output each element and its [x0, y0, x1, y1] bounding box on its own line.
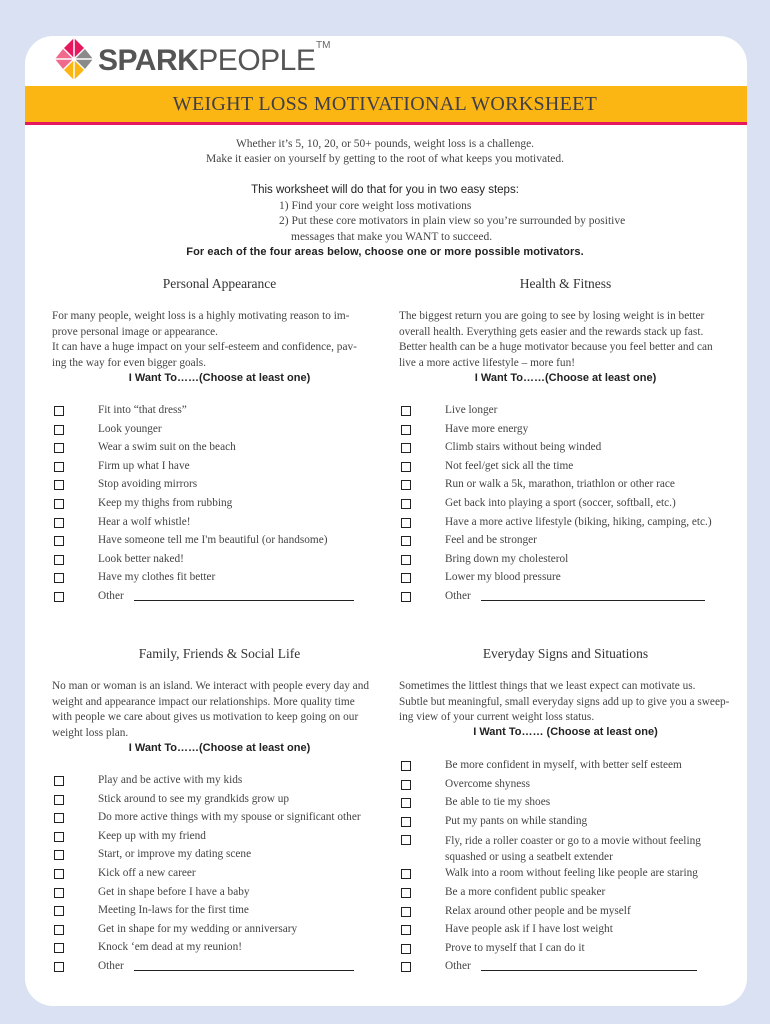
sparkpeople-logo: [54, 36, 354, 84]
checklist-item[interactable]: Overcome shyness: [401, 778, 731, 797]
checklist-item[interactable]: Stick around to see my grandkids grow up: [54, 793, 384, 812]
trademark: TM: [316, 40, 331, 51]
checklist-item[interactable]: Look younger: [54, 423, 384, 442]
checkbox[interactable]: [54, 443, 64, 453]
other-write-in-line[interactable]: [481, 600, 705, 601]
checklist-item[interactable]: Feel and be stronger: [401, 534, 731, 553]
checkbox[interactable]: [54, 518, 64, 528]
checkbox[interactable]: [54, 536, 64, 546]
checklist-item-other[interactable]: Other: [401, 590, 731, 609]
paragraph-line: weight and appearance impact our relationships. More quality time: [52, 695, 355, 708]
paragraph-line: overall health. Everything gets easier and the rewards stack up fast.: [399, 325, 704, 338]
section-text-personal: [52, 309, 387, 371]
checkbox[interactable]: [401, 962, 411, 972]
checkbox[interactable]: [401, 817, 411, 827]
checklist-personal: [54, 404, 384, 609]
checkbox[interactable]: [401, 425, 411, 435]
intro-line: Make it easier on yourself by getting to the root of what keeps you motivated.: [205, 153, 564, 165]
checkbox[interactable]: [401, 835, 411, 845]
paragraph-line: with people we care about gives us motivation to keep going on our: [52, 711, 359, 724]
checkbox[interactable]: [401, 592, 411, 602]
checklist-item[interactable]: Walk into a room without feeling like people are staring: [401, 867, 731, 886]
step-two: 2) Put these core motivators in plain view so you’re surrounded by positive: [279, 215, 626, 227]
checklist-item[interactable]: Firm up what I have: [54, 460, 384, 479]
checkbox[interactable]: [401, 406, 411, 416]
checklist-item[interactable]: Keep my thighs from rubbing: [54, 497, 384, 516]
brand-name: SPARKPEOPLE: [98, 44, 316, 77]
checklist-item[interactable]: Have people ask if I have lost weight: [401, 923, 731, 942]
section-heading-everyday: Everyday Signs and Situations: [482, 646, 649, 661]
checklist-item[interactable]: Kick off a new career: [54, 867, 384, 886]
paragraph-line: weight loss plan.: [52, 726, 129, 739]
checklist-item[interactable]: Fit into “that dress”: [54, 404, 384, 423]
checkbox[interactable]: [54, 906, 64, 916]
section-heading-health: Health & Fitness: [519, 276, 612, 291]
checkbox[interactable]: [54, 425, 64, 435]
checklist-item[interactable]: Relax around other people and be myself: [401, 905, 731, 924]
checkbox[interactable]: [401, 555, 411, 565]
intro: [0, 137, 770, 167]
steps-block: [0, 183, 770, 261]
want-label-personal: I Want To……(Choose at least one): [128, 372, 311, 384]
step-one: 1) Find your core weight loss motivations: [279, 199, 472, 212]
section-text-everyday: [399, 679, 734, 726]
checklist-item[interactable]: Prove to myself that I can do it: [401, 942, 731, 961]
checkbox[interactable]: [401, 761, 411, 771]
checklist-item-other[interactable]: Other: [54, 960, 384, 979]
checklist-item[interactable]: Fly, ride a roller coaster or go to a movie without feeling squashed or using a seatbelt extender: [401, 833, 731, 867]
checkbox[interactable]: [54, 776, 64, 786]
checkbox[interactable]: [54, 555, 64, 565]
paragraph-line: Sometimes the littlest things that we least expect can motivate us.: [399, 680, 696, 692]
section-heading-personal: Personal Appearance: [162, 276, 277, 291]
checkbox[interactable]: [401, 944, 411, 954]
section-text-health: [399, 309, 734, 371]
page-title: WEIGHT LOSS MOTIVATIONAL WORKSHEET: [172, 93, 598, 115]
checkbox[interactable]: [401, 925, 411, 935]
checklist-item[interactable]: Have more energy: [401, 423, 731, 442]
instruction: For each of the four areas below, choose one or more possible motivators.: [186, 246, 584, 258]
other-write-in-line[interactable]: [134, 600, 354, 601]
checklist-item[interactable]: Have a more active lifestyle (biking, hiking, camping, etc.): [401, 516, 731, 535]
checkbox[interactable]: [401, 499, 411, 509]
checklist-item[interactable]: Get in shape for my wedding or anniversary: [54, 923, 384, 942]
checklist-everyday: [401, 759, 731, 979]
other-write-in-line[interactable]: [481, 970, 697, 971]
checklist-item[interactable]: Wear a swim suit on the beach: [54, 441, 384, 460]
checkbox[interactable]: [54, 499, 64, 509]
checklist-item-other[interactable]: Other: [401, 960, 731, 979]
checklist-item[interactable]: Get back into playing a sport (soccer, softball, etc.): [401, 497, 731, 516]
checkbox[interactable]: [401, 869, 411, 879]
checklist-item-other[interactable]: Other: [54, 590, 384, 609]
paragraph-line: ing view of your current weight loss status.: [399, 711, 595, 724]
paragraph-line: Subtle but meaningful, small everyday signs add up to give you a sweep-: [399, 695, 730, 708]
checklist-item[interactable]: Run or walk a 5k, marathon, triathlon or other race: [401, 478, 731, 497]
checklist-item[interactable]: Lower my blood pressure: [401, 571, 731, 590]
checklist-item[interactable]: Keep up with my friend: [54, 830, 384, 849]
paragraph-line: ing the way for even bigger goals.: [52, 356, 207, 369]
section-heading-family: Family, Friends & Social Life: [138, 646, 301, 661]
checkbox[interactable]: [401, 536, 411, 546]
checkbox[interactable]: [54, 573, 64, 583]
logo-diamond-icon: [54, 36, 94, 82]
want-label-health: I Want To……(Choose at least one): [474, 372, 657, 384]
checklist-item[interactable]: Play and be active with my kids: [54, 774, 384, 793]
checkbox[interactable]: [401, 798, 411, 808]
checkbox[interactable]: [401, 907, 411, 917]
checkbox[interactable]: [401, 573, 411, 583]
checkbox[interactable]: [401, 462, 411, 472]
checklist-item[interactable]: Bring down my cholesterol: [401, 553, 731, 572]
checkbox[interactable]: [54, 850, 64, 860]
checklist-item[interactable]: Stop avoiding mirrors: [54, 478, 384, 497]
paragraph-line: live a more active lifestyle – more fun!: [399, 356, 575, 369]
checklist-item[interactable]: Be a more confident public speaker: [401, 886, 731, 905]
checklist-item[interactable]: Knock ‘em dead at my reunion!: [54, 941, 384, 960]
checkbox[interactable]: [54, 869, 64, 879]
step-two-cont: messages that make you WANT to succeed.: [291, 230, 493, 243]
checklist-item[interactable]: Meeting In-laws for the first time: [54, 904, 384, 923]
other-write-in-line[interactable]: [134, 970, 354, 971]
checklist-item[interactable]: Look better naked!: [54, 553, 384, 572]
checkbox[interactable]: [54, 832, 64, 842]
checkbox[interactable]: [54, 795, 64, 805]
checkbox[interactable]: [401, 518, 411, 528]
checkbox[interactable]: [54, 462, 64, 472]
want-label-everyday: I Want To…… (Choose at least one): [473, 726, 658, 738]
checklist-item[interactable]: Be able to tie my shoes: [401, 796, 731, 815]
paragraph-line: No man or woman is an island. We interact with people every day and: [52, 680, 369, 692]
checkbox[interactable]: [54, 480, 64, 490]
checklist-item[interactable]: Do more active things with my spouse or significant other: [54, 811, 384, 830]
checkbox[interactable]: [401, 480, 411, 490]
intro-line: Whether it’s 5, 10, 20, or 50+ pounds, weight loss is a challenge.: [235, 138, 535, 150]
checklist-item[interactable]: Hear a wolf whistle!: [54, 516, 384, 535]
paragraph-line: For many people, weight loss is a highly motivating reason to im-: [52, 310, 350, 322]
checkbox[interactable]: [54, 888, 64, 898]
paragraph-line: Better health can be a huge motivator because you feel better and can: [399, 341, 713, 354]
checkbox[interactable]: [401, 443, 411, 453]
checkbox[interactable]: [54, 813, 64, 823]
checkbox[interactable]: [54, 592, 64, 602]
section-text-family: [52, 679, 387, 741]
checklist-family: [54, 774, 384, 979]
checkbox[interactable]: [54, 925, 64, 935]
checklist-item[interactable]: Have someone tell me I'm beautiful (or handsome): [54, 534, 384, 553]
checkbox[interactable]: [54, 943, 64, 953]
checklist-health: [401, 404, 731, 609]
checklist-item[interactable]: Start, or improve my dating scene: [54, 848, 384, 867]
checkbox[interactable]: [401, 888, 411, 898]
paragraph-line: The biggest return you are going to see by losing weight is in better: [399, 310, 705, 322]
checklist-item[interactable]: Live longer: [401, 404, 731, 423]
steps-heading: This worksheet will do that for you in two easy steps:: [251, 184, 519, 196]
checklist-item[interactable]: Have my clothes fit better: [54, 571, 384, 590]
paragraph-line: prove personal image or appearance.: [52, 325, 218, 338]
checkbox[interactable]: [54, 406, 64, 416]
checklist-item[interactable]: Put my pants on while standing: [401, 815, 731, 834]
checklist-item[interactable]: Be more confident in myself, with better self esteem: [401, 759, 731, 778]
paragraph-line: It can have a huge impact on your self-esteem and confidence, pav-: [52, 341, 357, 354]
want-label-family: I Want To……(Choose at least one): [128, 742, 311, 754]
checklist-item[interactable]: Not feel/get sick all the time: [401, 460, 731, 479]
checkbox[interactable]: [54, 962, 64, 972]
checklist-item[interactable]: Get in shape before I have a baby: [54, 886, 384, 905]
checklist-item[interactable]: Climb stairs without being winded: [401, 441, 731, 460]
checkbox[interactable]: [401, 780, 411, 790]
